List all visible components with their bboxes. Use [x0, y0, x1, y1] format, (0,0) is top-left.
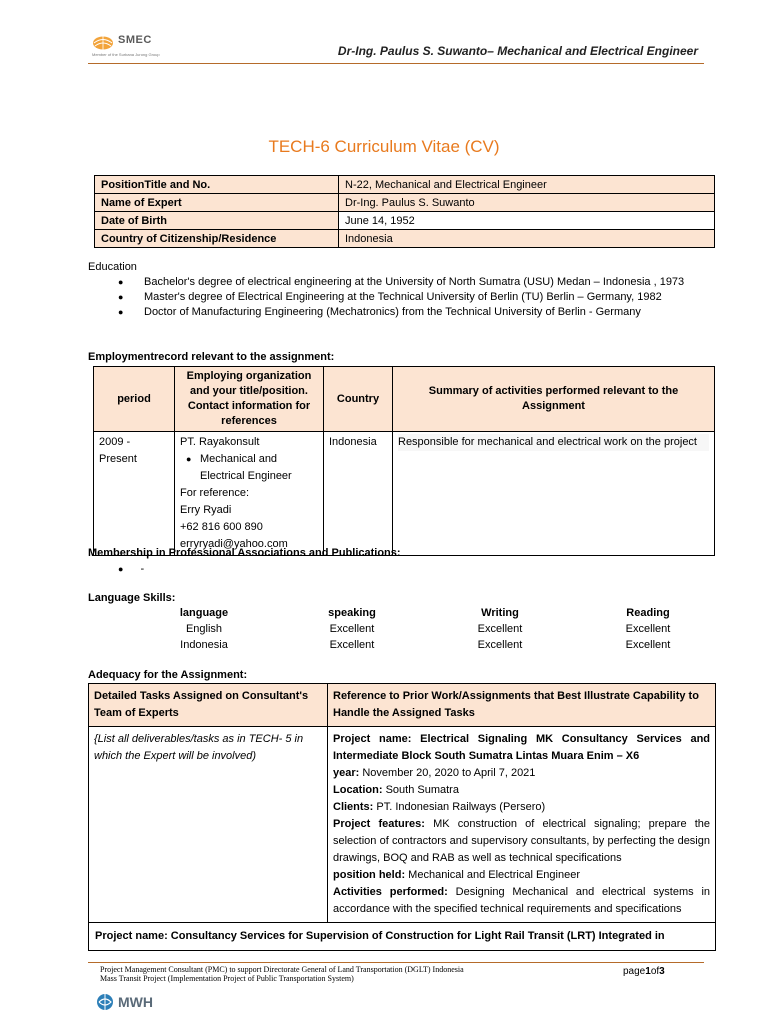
list-item: ● Bachelor's degree of electrical engineering at the University of North Sumatra (USU) Medan – Indonesia , 1973	[118, 275, 708, 290]
education-heading: Education	[88, 261, 137, 273]
info-label: Name of Expert	[95, 194, 339, 212]
col-speaking: speaking	[328, 607, 376, 619]
next-project-name: Project name: Consultancy Services for Supervision of Construction for Light Rail Transit (LRT) Integrated in	[89, 923, 716, 951]
list-item: ● Doctor of Manufacturing Engineering (Mechatronics) from the Technical University of Berlin - Germany	[118, 305, 708, 320]
org-title-bullet	[180, 451, 318, 485]
project-features-line	[333, 816, 710, 867]
label: Activities performed:	[333, 886, 448, 898]
project-year-line	[333, 765, 710, 782]
info-label: Country of Citizenship/Residence	[95, 230, 339, 248]
ref-name: Erry Ryadi	[180, 504, 232, 516]
info-value: Dr-Ing. Paulus S. Suwanto	[339, 194, 715, 212]
mwh-brand: MWH	[118, 994, 153, 1010]
smec-logo	[92, 34, 202, 62]
ref-label: For reference:	[180, 487, 250, 499]
col-organization: Employing organization and your title/position. Contact information for references	[175, 367, 324, 432]
col-reading: Reading	[626, 607, 670, 619]
col-period: period	[94, 367, 175, 432]
project-clients-line	[333, 799, 710, 816]
cell: Excellent	[477, 639, 523, 651]
page-current: 1	[645, 966, 651, 977]
page-label: page	[623, 966, 646, 977]
label: position held:	[333, 869, 406, 881]
project-name: Electrical Signaling MK Consultancy Services and Intermediate Block South Sumatra Lintas Muara Enim – X6	[333, 733, 711, 762]
language-heading: Language Skills:	[88, 592, 176, 604]
bullet-icon: ●	[118, 564, 124, 574]
label: Project features:	[333, 818, 425, 830]
col-reference: Reference to Prior Work/Assignments that Best Illustrate Capability to Handle the Assigned Tasks	[328, 684, 716, 727]
table-row	[95, 176, 715, 194]
cell-organization	[175, 432, 324, 556]
label: year:	[333, 767, 360, 779]
cell: Excellent	[477, 623, 523, 635]
employment-heading: Employmentrecord relevant to the assignment:	[88, 351, 335, 363]
project-position: Mechanical and Electrical Engineer	[408, 869, 580, 881]
cell: Excellent	[625, 623, 671, 635]
cell-summary	[393, 432, 715, 556]
org-name: PT. Rayakonsult	[180, 436, 260, 448]
project-features: MK construction of electrical signaling; prepare the selection of contractors and supervisory consultants, by perfecting the design drawings, BOQ and RAB as well as technical specifications	[333, 818, 711, 864]
footer-line-2: Mass Transit Project (Implementation Project of Public Transportation System)	[100, 974, 354, 983]
employment-table	[93, 366, 715, 556]
table-header-row	[94, 367, 715, 432]
logo-name: SMEC	[118, 34, 152, 46]
info-label: PositionTitle and No.	[95, 176, 339, 194]
page-number	[623, 966, 665, 977]
cell: English	[185, 623, 223, 635]
membership-item	[118, 563, 144, 575]
col-language: language	[179, 607, 229, 619]
cell: Excellent	[329, 623, 375, 635]
mwh-globe-icon	[96, 993, 114, 1011]
project-activities: Designing Mechanical and electrical systems in accordance with the specified technical requirements and specifications	[333, 886, 711, 915]
table-row	[95, 212, 715, 230]
footer-project-text	[100, 965, 570, 983]
table-row	[95, 230, 715, 248]
col-summary: Summary of activities performed relevant to the Assignment	[393, 367, 715, 432]
header-rule	[88, 63, 704, 64]
footer-rule	[88, 962, 704, 963]
project-details	[328, 727, 716, 923]
table-row	[89, 923, 716, 951]
project-activities-line	[333, 884, 710, 918]
cell: Excellent	[329, 639, 375, 651]
membership-text: -	[140, 563, 145, 575]
col-country: Country	[324, 367, 393, 432]
label: Project name:	[333, 733, 412, 745]
logo-tagline: Member of the Surbana Jurong Group	[92, 52, 160, 57]
ref-phone: +62 816 600 890	[180, 521, 263, 533]
project-location-line	[333, 782, 710, 799]
list-item: ● Master's degree of Electrical Engineering at the Technical University of Berlin (TU) Berlin – Germany, 1982	[118, 290, 708, 305]
education-list	[118, 275, 708, 320]
adequacy-table	[88, 683, 716, 951]
page-title: TECH-6 Curriculum Vitae (CV)	[268, 137, 500, 156]
org-title: Mechanical and Electrical Engineer	[200, 453, 292, 482]
mwh-logo	[96, 992, 186, 1012]
expert-info-table	[94, 175, 715, 248]
project-position-line	[333, 867, 710, 884]
info-value: June 14, 1952	[339, 212, 715, 230]
cell-period: 2009 - Present	[94, 432, 175, 556]
col-writing: Writing	[481, 607, 519, 619]
cell: Excellent	[625, 639, 671, 651]
label: Location:	[333, 784, 383, 796]
table-header-row	[130, 605, 722, 621]
header-author-line: Dr-Ing. Paulus S. Suwanto– Mechanical and Electrical Engineer	[337, 44, 698, 58]
smec-globe-icon	[92, 36, 114, 50]
col-tasks: Detailed Tasks Assigned on Consultant's Team of Experts	[89, 684, 328, 727]
info-value: N-22, Mechanical and Electrical Engineer	[339, 176, 715, 194]
page-of: of	[650, 966, 660, 977]
ref-email: erryryadi@yahoo.com	[180, 538, 288, 550]
summary-text: Responsible for mechanical and electrical work on the project	[398, 434, 709, 451]
membership-heading: Membership in Professional Associations and Publications:	[88, 547, 401, 559]
cell-country: Indonesia	[324, 432, 393, 556]
adequacy-heading: Adequacy for the Assignment:	[88, 669, 248, 681]
label: Clients:	[333, 801, 374, 813]
table-row	[95, 194, 715, 212]
footer-line-1: Project Management Consultant (PMC) to support Directorate General of Land Transportation (DGLT) Indonesia	[100, 965, 464, 974]
project-location: South Sumatra	[385, 784, 459, 796]
language-table	[130, 605, 722, 653]
project-name-line	[333, 731, 710, 765]
table-row	[89, 727, 716, 923]
table-row	[94, 432, 715, 556]
table-header-row	[89, 684, 716, 727]
bullet-icon: ●	[186, 454, 192, 464]
table-row	[130, 621, 722, 637]
info-label: Date of Birth	[95, 212, 339, 230]
tasks-note: {List all deliverables/tasks as in TECH- 5 in which the Expert will be involved)	[89, 727, 328, 923]
page-total: 3	[659, 966, 665, 977]
cell: Indonesia	[180, 639, 228, 651]
project-clients: PT. Indonesian Railways (Persero)	[376, 801, 546, 813]
table-row	[130, 637, 722, 653]
project-year: November 20, 2020 to April 7, 2021	[362, 767, 536, 779]
info-value: Indonesia	[339, 230, 715, 248]
